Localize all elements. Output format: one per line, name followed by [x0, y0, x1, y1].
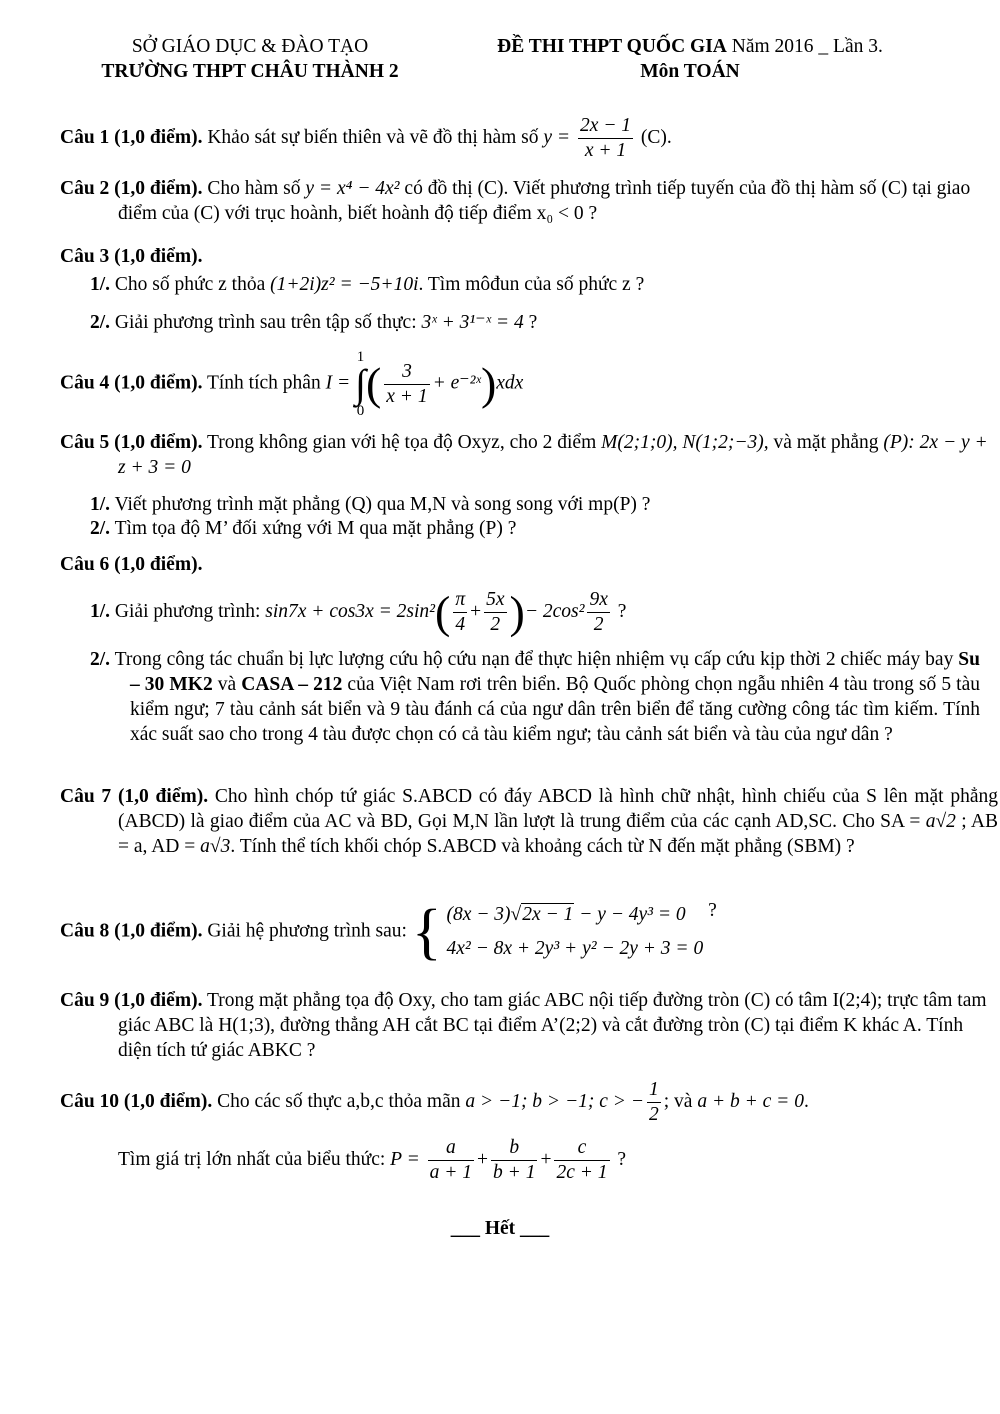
- question-10-cond-fraction-num: 1: [647, 1078, 661, 1103]
- question-3-part-1-label: 1/.: [90, 274, 111, 295]
- aircraft-casa: CASA – 212: [241, 674, 343, 695]
- question-6-part-2-text-a: Trong công tác chuẩn bị lực lượng cứu hộ cứu nạn để thực hiện nhiệm vụ cấp cứu kịp thời 2 chiếc máy bay: [110, 649, 959, 670]
- end-mark: ___ Hết ___: [450, 1218, 550, 1239]
- question-10-expression: Tìm giá trị lớn nhất của biểu thức: P = $\frac{a}{a + 1}$ + $\frac{b}{b + 1}$ + $\frac{c}{2c + 1}$ ?: [118, 1137, 627, 1183]
- question-6-part-1: [90, 588, 940, 637]
- question-8-tail: ?: [708, 900, 717, 921]
- question-3-part-1-equation: (1+2i)z² = −5+10i: [270, 274, 419, 295]
- question-10-fraction-3-num: c: [554, 1136, 609, 1161]
- question-1-eq-lhs: y =: [543, 126, 571, 148]
- question-1-fraction: [578, 114, 633, 163]
- question-10-fraction-3: [554, 1136, 609, 1185]
- question-10-cond-b: ; và: [663, 1090, 698, 1112]
- question-10-fraction-1-den: a + 1: [429, 1162, 473, 1183]
- question-10-p-lhs: P =: [390, 1148, 420, 1170]
- question-10-fraction-2: [491, 1136, 537, 1185]
- subject-name: Môn TOÁN: [640, 61, 740, 82]
- exam-title-rest: Năm 2016 _ Lần 3.: [726, 36, 883, 57]
- question-5-plane: (P): 2x − y + z + 3 = 0: [118, 432, 988, 478]
- equation-system: [412, 898, 703, 966]
- question-4-fraction-den: x + 1: [386, 385, 428, 407]
- question-6-fraction-1: [453, 588, 467, 637]
- question-6-fraction-3-num: 9x: [587, 588, 609, 613]
- question-6-part-1-tail: ?: [612, 600, 627, 622]
- question-7-label: Câu 7 (1,0 điểm).: [60, 786, 209, 807]
- question-2-text-a: Cho hàm số: [202, 178, 306, 199]
- left-paren: (: [434, 586, 451, 638]
- system-row-1-a: (8x − 3): [446, 904, 511, 925]
- question-5-text-b: và mặt phẳng: [768, 432, 884, 453]
- question-6-part-2-label: 2/.: [90, 649, 111, 670]
- right-paren: ): [480, 358, 497, 409]
- question-5-points: M(2;1;0), N(1;2;−3),: [601, 432, 769, 453]
- question-4-label: Câu 4 (1,0 điểm).: [60, 372, 203, 394]
- question-2-text-b: có đồ thị (C). Viết phương trình tiếp tuyến của đồ thị hàm số (C) tại giao điểm của (C) với trục hoành, biết hoành độ tiếp điểm x₀ < 0 ?: [118, 178, 971, 224]
- question-4-fraction: [384, 360, 429, 409]
- question-3-part-1-text-a: Cho số phức z thỏa: [110, 274, 271, 295]
- question-10-cond-end: .: [803, 1090, 809, 1112]
- question-6-plus: +: [470, 600, 482, 622]
- question-10-fraction-2-num: b: [491, 1136, 537, 1161]
- exam-title-bold: ĐỀ THI THPT QUỐC GIA: [497, 36, 727, 57]
- question-3-part-2: [90, 310, 940, 335]
- question-6-fraction-2: [484, 588, 506, 637]
- question-1-fraction-den: x + 1: [584, 140, 627, 161]
- integral-sign: [355, 350, 366, 418]
- question-2-equation: y = x⁴ − 4x²: [305, 178, 400, 199]
- question-5-text-a: Trong không gian với hệ tọa độ Oxyz, cho 2 điểm: [202, 432, 602, 453]
- question-9-text: Trong mặt phẳng tọa độ Oxy, cho tam giác ABC nội tiếp đường tròn (C) có tâm I(2;4); trực tâm tam giác ABC là H(1;3), đường thẳng AH cắt BC tại điểm A’(2;2) và cắt đường tròn (C) tại điểm K khác A. Tính diện tích tứ giác ABKC ?: [118, 990, 987, 1061]
- question-6-part-1-text: Giải phương trình:: [110, 600, 266, 622]
- question-1-fraction-num: 2x − 1: [578, 114, 633, 139]
- question-5-part-1-text: Viết phương trình mặt phẳng (Q) qua M,N và song song với mp(P) ?: [110, 494, 651, 515]
- question-5: [60, 430, 998, 480]
- question-1: [60, 114, 940, 163]
- aircraft-su30: Su – 30 MK2: [130, 649, 980, 695]
- question-6-fraction-2-num: 5x: [484, 588, 506, 613]
- question-3-part-2-label: 2/.: [90, 312, 111, 333]
- question-6-equation-b: − 2cos²: [524, 600, 585, 622]
- question-6-fraction-2-den: 2: [490, 614, 501, 635]
- question-10-cond-fraction-den: 2: [648, 1104, 659, 1125]
- right-paren: ): [509, 586, 525, 638]
- question-5-part-2: [90, 516, 940, 541]
- question-1-tail: (C).: [636, 126, 672, 148]
- question-5-part-2-label: 2/.: [90, 518, 111, 539]
- question-3-label: Câu 3 (1,0 điểm).: [60, 246, 203, 267]
- question-10-fraction-3-den: 2c + 1: [556, 1162, 608, 1183]
- question-2-label: Câu 2 (1,0 điểm).: [60, 178, 203, 199]
- question-9-label: Câu 9 (1,0 điểm).: [60, 990, 203, 1011]
- question-2: [60, 176, 998, 226]
- left-paren: (: [365, 358, 382, 409]
- integral-upper-bound: 1: [356, 349, 365, 365]
- question-10-cond-a: a > −1; b > −1; c > −: [465, 1090, 644, 1112]
- system-row-1-sqrt: 2x − 1: [522, 904, 574, 925]
- question-6-fraction-1-num: π: [453, 588, 467, 613]
- question-3-part-1: [90, 272, 940, 297]
- system-row-1-b: − y − 4y³ = 0: [574, 904, 686, 925]
- question-9: [60, 988, 998, 1063]
- question-4-exp-part: + e⁻²ˣ: [432, 372, 481, 394]
- question-1-text: Khảo sát sự biến thiên và vẽ đồ thị hàm số: [202, 126, 544, 148]
- question-10-text-a: Cho các số thực a,b,c thỏa mãn: [212, 1090, 466, 1112]
- question-7-text-a: Cho hình chóp tứ giác S.ABCD có đáy ABCD là hình chữ nhật, hình chiếu của S lên mặt phẳng (ABCD) là giao điểm của AC và BD, Gọi M,N lần lượt là trung điểm của các cạnh AD,SC. Cho SA =: [118, 786, 998, 832]
- question-7-ad: a√3: [200, 836, 231, 857]
- question-4-lhs: I =: [325, 372, 351, 394]
- system-row-1: (8x − 3)√2x − 1 − y − 4y³ = 0: [446, 904, 686, 925]
- question-3-part-2-text-b: ?: [523, 312, 538, 333]
- question-7-text-b: ; AB = a, AD =: [118, 811, 998, 857]
- school-name: TRƯỜNG THPT CHÂU THÀNH 2: [101, 61, 399, 82]
- question-10-tail: ?: [612, 1148, 627, 1170]
- system-row-2: 4x² − 8x + 2y³ + y² − 2y + 3 = 0: [446, 938, 704, 959]
- question-8-text: Giải hệ phương trình sau:: [202, 920, 412, 942]
- department-name: SỞ GIÁO DỤC & ĐÀO TẠO: [131, 36, 369, 57]
- question-6-part-1-label: 1/.: [90, 600, 111, 622]
- question-6-equation-a: sin7x + cos3x = 2sin²: [265, 600, 435, 622]
- question-10-cond-fraction: [647, 1078, 661, 1127]
- question-10: [60, 1078, 940, 1127]
- question-5-part-1-label: 1/.: [90, 494, 111, 515]
- question-6-label: Câu 6 (1,0 điểm).: [60, 554, 203, 575]
- question-3-part-1-text-b: . Tìm môđun của số phức z ?: [418, 274, 645, 295]
- system-brace: {: [411, 898, 442, 966]
- question-3-part-2-equation: 3ˣ + 3¹⁻ˣ = 4: [421, 312, 524, 333]
- question-6-fraction-3-den: 2: [593, 614, 604, 635]
- question-7: [60, 784, 998, 859]
- question-3-part-2-text-a: Giải phương trình sau trên tập số thực:: [110, 312, 422, 333]
- question-5-part-1: [90, 492, 940, 517]
- question-10-label: Câu 10 (1,0 điểm).: [60, 1090, 213, 1112]
- question-7-sa: a√2: [925, 811, 956, 832]
- question-8: [60, 898, 940, 966]
- question-6-fraction-3: [587, 588, 609, 637]
- question-6-part-2: [90, 647, 980, 747]
- question-6-part-2-text-c: của Việt Nam rơi trên biển. Bộ Quốc phòng chọn ngẫu nhiên 4 tàu trong số 5 tàu kiểm ngư; 7 tàu cảnh sát biển và 9 tàu đánh cá của ngư dân trên biển để tăng cường công tác tìm kiếm. Tính xác suất sao cho trong 4 tàu được chọn có cả tàu kiểm ngư; tàu cảnh sát biển và tàu của ngư dân ?: [130, 674, 980, 745]
- exam-title: [440, 34, 940, 59]
- question-4-tail: xdx: [496, 372, 524, 394]
- question-5-label: Câu 5 (1,0 điểm).: [60, 432, 203, 453]
- system-rows: [446, 898, 703, 966]
- question-10-find: Tìm giá trị lớn nhất của biểu thức:: [118, 1148, 391, 1170]
- question-8-label: Câu 8 (1,0 điểm).: [60, 920, 203, 942]
- question-5-part-2-text: Tìm tọa độ M’ đối xứng với M qua mặt phẳng (P) ?: [110, 518, 517, 539]
- integral-lower-bound: 0: [356, 403, 365, 419]
- question-4-fraction-num: 3: [384, 360, 429, 385]
- question-4-text: Tính tích phân: [202, 372, 326, 394]
- question-6-part-2-mid: và: [212, 674, 242, 695]
- question-7-text-c: . Tính thể tích khối chóp S.ABCD và khoảng cách từ N đến mặt phẳng (SBM) ?: [230, 836, 855, 857]
- question-6-fraction-1-den: 4: [455, 614, 466, 635]
- integral-symbol: ∫: [354, 361, 366, 406]
- question-4: [60, 350, 940, 418]
- question-1-label: Câu 1 (1,0 điểm).: [60, 126, 203, 148]
- question-10-fraction-1: [428, 1136, 474, 1185]
- question-10-fraction-2-den: b + 1: [493, 1162, 536, 1183]
- question-10-cond-c: a + b + c = 0: [697, 1090, 804, 1112]
- question-10-fraction-1-num: a: [428, 1136, 474, 1161]
